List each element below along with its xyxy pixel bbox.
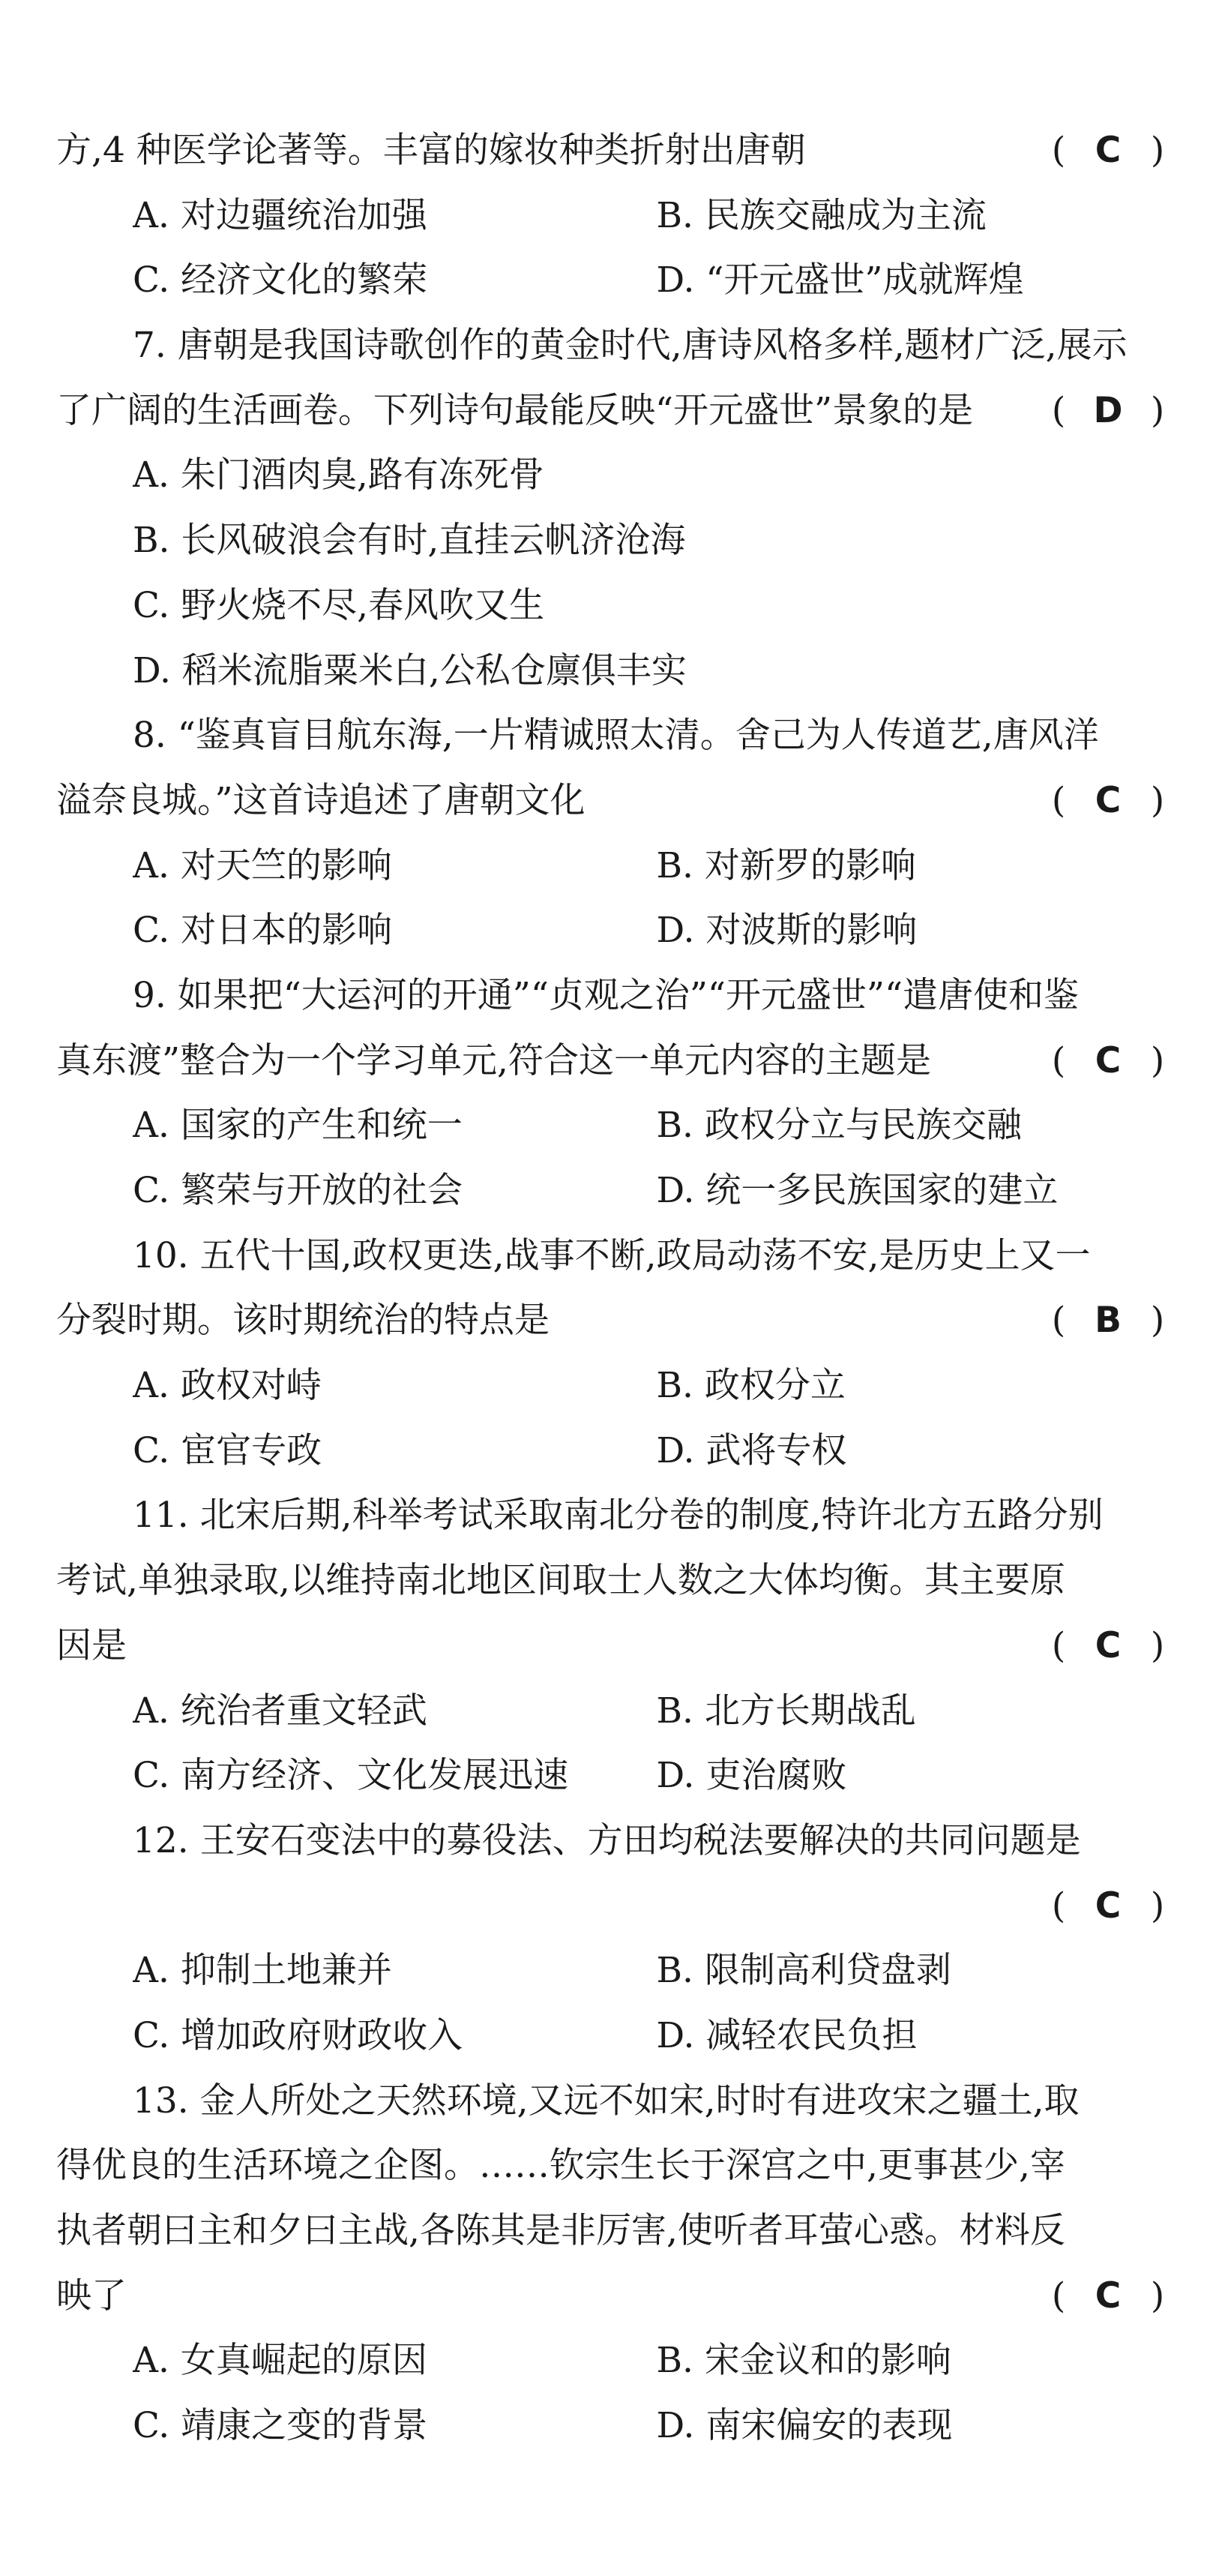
question-text: 7. 唐朝是我国诗歌创作的黄金时代,唐诗风格多样,题材广泛,展示 (133, 325, 1128, 367)
question-text: 12. 王安石变法中的募役法、方田均税法要解决的共同问题是 (133, 1819, 1081, 1861)
option-b: B. 宋金议和的影响 (656, 2340, 951, 2382)
option-d: D. 减轻农民负担 (656, 2014, 918, 2056)
answer-slot-q7: ( D ) (1036, 379, 1180, 444)
option-b: B. 北方长期战乱 (656, 1690, 916, 1732)
question-11-options-row-1 (56, 1679, 1180, 1744)
option-c: C. 对日本的影响 (133, 910, 393, 952)
option-c: C. 南方经济、文化发展迅速 (133, 1755, 569, 1797)
answer-slot-q10: ( B ) (1036, 1288, 1180, 1354)
question-13-stem-line-4 (56, 2264, 1180, 2329)
option-c: C. 靖康之变的背景 (133, 2405, 428, 2447)
question-text: 考试,单独录取,以维持南北地区间取士人数之大体均衡。其主要原 (56, 1560, 1065, 1602)
question-9-options-row-2 (56, 1159, 1180, 1224)
question-10-options-row-2 (56, 1419, 1180, 1484)
question-9-stem-line-1 (56, 964, 1180, 1029)
answer-letter: C (1095, 1039, 1122, 1081)
answer-slot-q11: ( C ) (1036, 1614, 1180, 1679)
option-b: B. 长风破浪会有时,直挂云帆济沧海 (133, 520, 686, 562)
question-11-stem-line-2 (56, 1549, 1180, 1614)
option-d: D. 吏治腐败 (656, 1755, 847, 1797)
answer-slot-q12: ( C ) (1036, 1874, 1180, 1939)
option-b: B. 政权分立 (656, 1365, 846, 1407)
question-text: 9. 如果把“大运河的开通”“贞观之治”“开元盛世”“遣唐使和鉴 (133, 974, 1079, 1016)
option-b: B. 民族交融成为主流 (656, 194, 987, 236)
question-text: 11. 北宋后期,科举考试采取南北分卷的制度,特许北方五路分别 (133, 1495, 1104, 1537)
question-9-options-row-1 (56, 1093, 1180, 1159)
option-b: B. 政权分立与民族交融 (656, 1105, 1022, 1147)
question-13-stem-line-2 (56, 2134, 1180, 2199)
option-d: D. 稻米流脂粟米白,公私仓廪俱丰实 (133, 649, 687, 691)
answer-letter: C (1095, 130, 1122, 171)
question-11-options-row-2 (56, 1744, 1180, 1809)
question-13-options-row-1 (56, 2329, 1180, 2394)
question-8-stem-line-1 (56, 703, 1180, 769)
answer-letter: C (1095, 1885, 1122, 1927)
question-text: 得优良的生活环境之企图。……钦宗生长于深宫之中,更事甚少,宰 (56, 2145, 1065, 2187)
answer-slot-q6: ( C ) (1036, 118, 1180, 184)
question-text: 溢奈良城。”这首诗追述了唐朝文化 (56, 779, 586, 821)
option-c: C. 经济文化的繁荣 (133, 259, 428, 301)
question-11-stem-line-3 (56, 1614, 1180, 1679)
question-7-stem-line-2 (56, 379, 1180, 444)
question-12-options-row-2 (56, 2004, 1180, 2069)
question-13-stem-line-3 (56, 2199, 1180, 2264)
option-a: A. 统治者重文轻武 (133, 1690, 427, 1732)
question-6-stem-line (56, 118, 1180, 184)
question-text: 因是 (56, 1624, 127, 1666)
question-text: 分裂时期。该时期统治的特点是 (56, 1300, 550, 1342)
question-8-options-row-2 (56, 898, 1180, 964)
question-11-stem-line-1 (56, 1483, 1180, 1549)
question-12-answer-line (56, 1874, 1180, 1939)
question-8-stem-line-2 (56, 769, 1180, 834)
question-6-options-row-2 (56, 248, 1180, 313)
answer-slot-q13: ( C ) (1036, 2264, 1180, 2329)
answer-letter: D (1093, 389, 1123, 431)
answer-letter: B (1095, 1300, 1122, 1342)
question-13-options-row-2 (56, 2394, 1180, 2459)
question-text: 映了 (56, 2275, 127, 2317)
question-text: 8. “鉴真盲目航东海,一片精诚照太清。舍己为人传道艺,唐风洋 (133, 715, 1099, 757)
answer-slot-q8: ( C ) (1036, 769, 1180, 834)
question-text: 10. 五代十国,政权更迭,战事不断,政局动荡不安,是历史上又一 (133, 1234, 1091, 1276)
question-13-stem-line-1 (56, 2069, 1180, 2134)
option-d: D. 对波斯的影响 (656, 910, 918, 952)
question-8-options-row-1 (56, 834, 1180, 899)
answer-slot-q9: ( C ) (1036, 1029, 1180, 1094)
question-10-options-row-1 (56, 1354, 1180, 1419)
option-c: C. 繁荣与开放的社会 (133, 1170, 463, 1211)
option-a: A. 抑制土地兼并 (133, 1950, 392, 1992)
question-text: 执者朝曰主和夕曰主战,各陈其是非厉害,使听者耳萤心惑。材料反 (56, 2210, 1065, 2251)
option-d: D. 统一多民族国家的建立 (656, 1170, 1059, 1211)
answer-letter: C (1095, 2275, 1122, 2317)
question-7-stem-line-1 (56, 313, 1180, 379)
question-10-stem-line-2 (56, 1288, 1180, 1354)
option-c: C. 宦官专政 (133, 1429, 322, 1471)
option-b: B. 对新罗的影响 (656, 844, 916, 886)
option-d: D. 南宋偏安的表现 (656, 2405, 953, 2447)
option-c: C. 增加政府财政收入 (133, 2014, 463, 2056)
question-12-stem-line-1 (56, 1809, 1180, 1874)
option-a: A. 女真崛起的原因 (133, 2340, 427, 2382)
option-a: A. 朱门酒肉臭,路有冻死骨 (133, 454, 544, 496)
option-a: A. 政权对峙 (133, 1365, 322, 1407)
question-10-stem-line-1 (56, 1224, 1180, 1289)
option-a: A. 对天竺的影响 (133, 844, 392, 886)
answer-letter: C (1095, 1624, 1122, 1666)
option-a: A. 对边疆统治加强 (133, 194, 427, 236)
question-6-options-row-1 (56, 184, 1180, 249)
question-text: 方,4 种医学论著等。丰富的嫁妆种类折射出唐朝 (56, 130, 806, 171)
option-a: A. 国家的产生和统一 (133, 1105, 463, 1147)
question-9-stem-line-2 (56, 1029, 1180, 1094)
question-text: 了广阔的生活画卷。下列诗句最能反映“开元盛世”景象的是 (56, 389, 974, 431)
option-b: B. 限制高利贷盘剥 (656, 1950, 951, 1992)
question-12-options-row-1 (56, 1939, 1180, 2004)
option-d: D. 武将专权 (656, 1429, 847, 1471)
question-text: 13. 金人所处之天然环境,又远不如宋,时时有进攻宋之疆土,取 (133, 2080, 1080, 2122)
option-c: C. 野火烧不尽,春风吹又生 (133, 584, 545, 626)
answer-letter: C (1095, 779, 1122, 821)
question-text: 真东渡”整合为一个学习单元,符合这一单元内容的主题是 (56, 1039, 931, 1081)
option-d: D. “开元盛世”成就辉煌 (656, 259, 1024, 301)
